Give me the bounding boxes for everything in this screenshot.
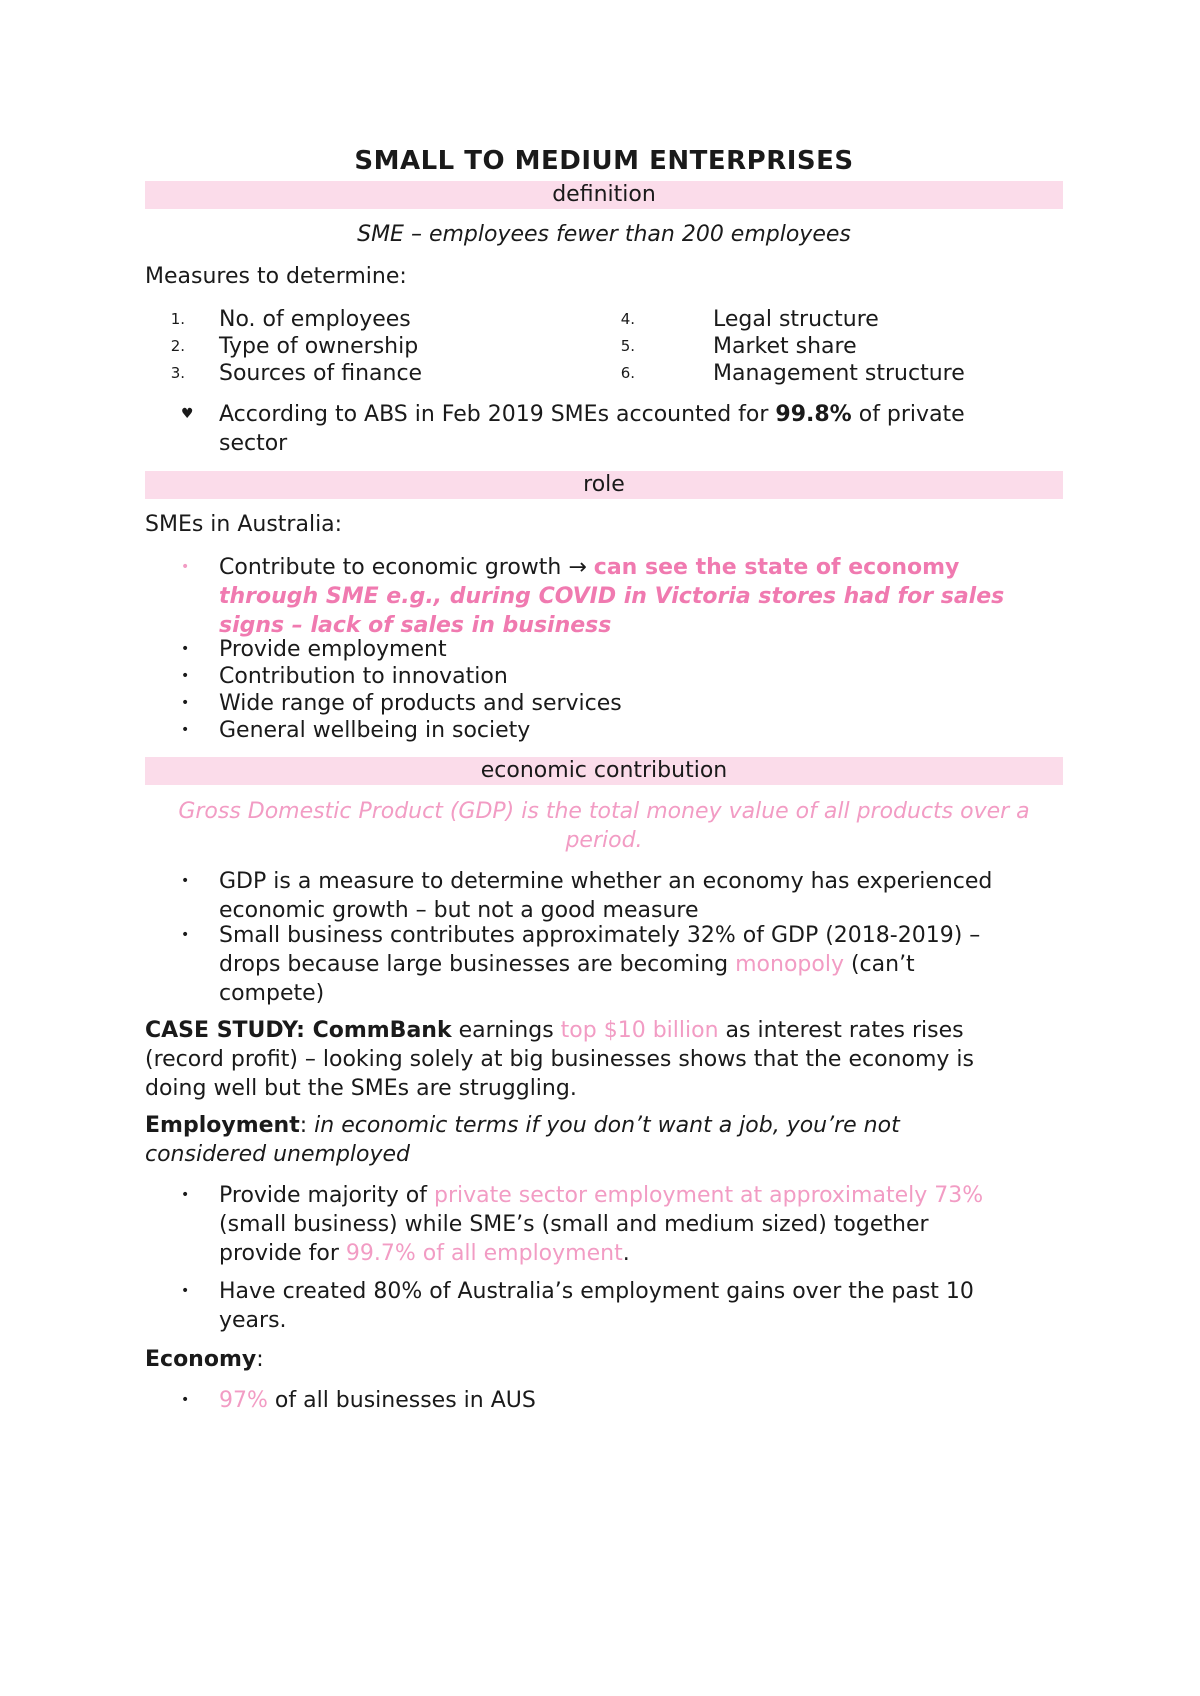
- e1-line-2: (small business) while SME’s (small and medium sized) together: [219, 1212, 929, 1237]
- list-number: 5.: [620, 337, 635, 355]
- abs-text-a: According to ABS in Feb 2019 SMEs accounted for: [219, 402, 776, 427]
- b1-line-2: economic growth – but not a good measure: [219, 898, 699, 923]
- employment-colon: :: [299, 1113, 315, 1138]
- bullet-icon: •: [181, 722, 190, 738]
- case-study: [145, 1016, 1063, 1103]
- list-item: [219, 1386, 1063, 1415]
- case-text-e: as interest rates rises: [718, 1018, 964, 1043]
- section-heading-definition: definition: [145, 181, 1063, 209]
- economy-label: Economy: [145, 1347, 257, 1372]
- bullet-icon: •: [181, 1187, 190, 1203]
- case-text-c: earnings: [451, 1018, 561, 1043]
- earnings-highlight: top $10 billion: [560, 1018, 719, 1043]
- page-title: SMALL TO MEDIUM ENTERPRISES: [354, 146, 854, 176]
- list-number: 1.: [170, 310, 185, 328]
- b2-line-2a: drops because large businesses are becoming: [219, 952, 736, 977]
- role-first-c: through SME e.g., during COVID in Victoria stores had for sales: [219, 584, 1005, 609]
- bullet-icon: •: [181, 668, 190, 684]
- list-number: 4.: [620, 310, 635, 328]
- list-item: Market share: [713, 334, 857, 359]
- list-number: 6.: [620, 364, 635, 382]
- case-line-2: (record profit) – looking solely at big businesses shows that the economy is: [145, 1047, 974, 1072]
- case-line-3: doing well but the SMEs are struggling.: [145, 1076, 577, 1101]
- role-first-a: Contribute to economic growth →: [219, 555, 594, 580]
- list-number: 2.: [170, 337, 185, 355]
- employment-note-1: in economic terms if you don’t want a job, you’re not: [314, 1113, 900, 1138]
- role-first-b: can see the state of economy: [593, 555, 960, 580]
- gdp-definition: [145, 797, 1063, 855]
- bullet-icon: •: [181, 559, 190, 575]
- bullet-icon: •: [181, 695, 190, 711]
- bullet-icon: •: [181, 1392, 190, 1408]
- economy-text: of all businesses in AUS: [267, 1388, 536, 1413]
- employment-heading: [145, 1111, 1063, 1169]
- list-item: [219, 867, 1063, 925]
- list-item: Management structure: [713, 361, 965, 386]
- gdp-def-2: period.: [565, 828, 643, 853]
- list-item: Wide range of products and services: [219, 691, 622, 716]
- list-item: [219, 921, 1063, 1008]
- list-item: Type of ownership: [219, 334, 419, 359]
- abs-percent: 99.8%: [775, 402, 852, 427]
- list-item: [219, 553, 1063, 640]
- employment-note-2: considered unemployed: [145, 1142, 411, 1167]
- list-item: General wellbeing in society: [219, 718, 531, 743]
- b1-line-1: GDP is a measure to determine whether an economy has experienced: [219, 869, 993, 894]
- e2-line-1: Have created 80% of Australia’s employment gains over the past 10: [219, 1279, 974, 1304]
- bullet-icon: •: [181, 927, 190, 943]
- list-number: 3.: [170, 364, 185, 382]
- b2-line-3: compete): [219, 981, 325, 1006]
- role-intro: SMEs in Australia:: [145, 512, 343, 537]
- list-item: Legal structure: [713, 307, 879, 332]
- measures-label: Measures to determine:: [145, 264, 407, 289]
- commbank-label: CommBank: [312, 1018, 452, 1043]
- economy-percent: 97%: [219, 1388, 268, 1413]
- list-item: No. of employees: [219, 307, 411, 332]
- employment-label: Employment: [145, 1113, 300, 1138]
- role-first-d: signs – lack of sales in business: [219, 613, 612, 638]
- heart-bullet-icon: ♥: [181, 406, 194, 422]
- e2-line-2: years.: [219, 1308, 287, 1333]
- e1-line-3c: .: [622, 1241, 630, 1266]
- section-heading-role: role: [145, 471, 1063, 499]
- e1-highlight: private sector employment at approximately 73%: [434, 1183, 984, 1208]
- abs-stat-text: [219, 400, 1063, 458]
- case-study-label: CASE STUDY:: [145, 1018, 313, 1043]
- gdp-def-1: Gross Domestic Product (GDP) is the total money value of all products over a: [178, 799, 1030, 824]
- economy-colon: :: [256, 1347, 264, 1372]
- bullet-icon: •: [181, 641, 190, 657]
- section-heading-economic: economic contribution: [145, 757, 1063, 785]
- economy-heading: [145, 1345, 1063, 1374]
- sme-definition: SME – employees fewer than 200 employees: [357, 222, 851, 247]
- e1-a: Provide majority of: [219, 1183, 435, 1208]
- monopoly-highlight: monopoly: [735, 952, 844, 977]
- list-item: Contribution to innovation: [219, 664, 508, 689]
- b2-line-1: Small business contributes approximately 32% of GDP (2018-2019) –: [219, 923, 981, 948]
- list-item: Provide employment: [219, 637, 447, 662]
- bullet-icon: •: [181, 873, 190, 889]
- bullet-icon: •: [181, 1283, 190, 1299]
- b2-line-2c: (can’t: [843, 952, 915, 977]
- abs-text-d: sector: [219, 431, 288, 456]
- list-item: Sources of finance: [219, 361, 423, 386]
- list-item: [219, 1181, 1063, 1268]
- e1-line-3-highlight: 99.7% of all employment: [345, 1241, 623, 1266]
- abs-text-c: of private: [851, 402, 965, 427]
- e1-line-3a: provide for: [219, 1241, 346, 1266]
- list-item: [219, 1277, 1063, 1335]
